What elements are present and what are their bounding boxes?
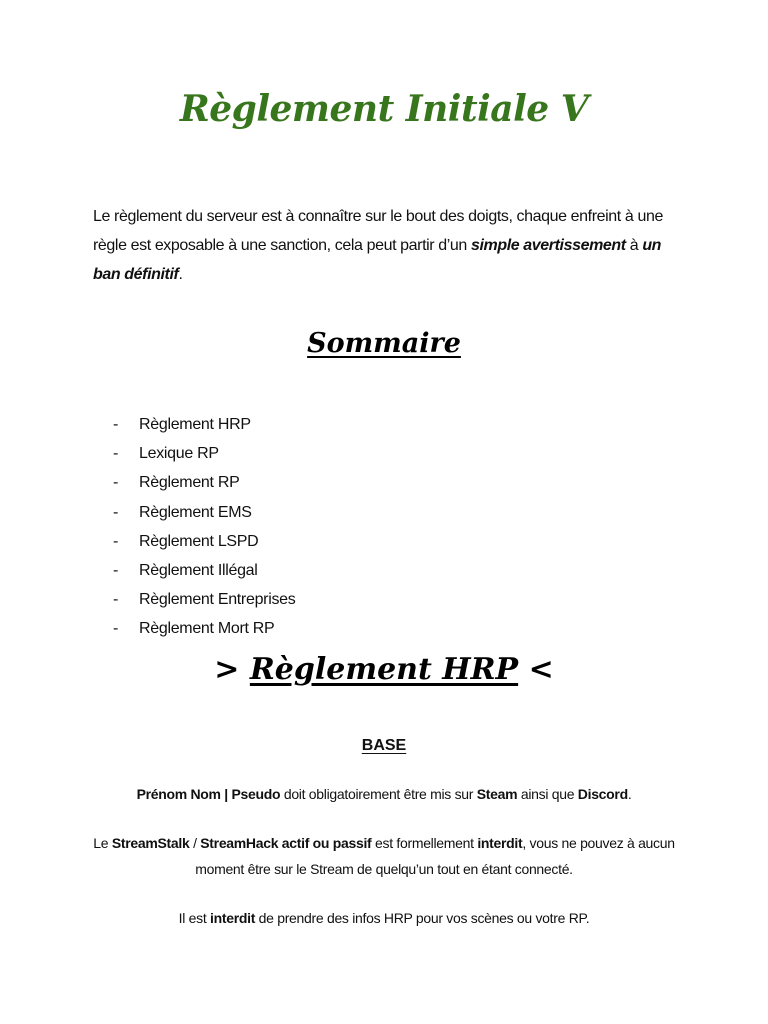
- toc-item: [113, 439, 295, 468]
- toc-item-label: Règlement Mort RP: [139, 620, 275, 638]
- close-marker: <: [528, 652, 554, 687]
- toc-item-label: Règlement EMS: [139, 503, 252, 521]
- hrp-heading-text: Règlement HRP: [249, 652, 519, 687]
- toc-item-label: Règlement HRP: [139, 416, 251, 433]
- toc-bullet: -: [113, 620, 119, 638]
- sommaire-heading-text: Sommaire: [307, 328, 461, 359]
- rule-text: doit obligatoirement être mis sur: [280, 786, 477, 802]
- toc-item: [113, 585, 295, 614]
- toc-bullet: -: [113, 591, 119, 609]
- toc-item: [113, 468, 295, 497]
- rule-text: de prendre des infos HRP pour vos scènes ou votre RP.: [255, 910, 590, 926]
- intro-emphasis-warning: simple avertissement: [470, 237, 626, 254]
- toc-bullet: -: [113, 416, 119, 433]
- toc-item-label: Règlement Entreprises: [139, 591, 296, 609]
- rule-streamstalk: [80, 830, 688, 882]
- intro-text-3: .: [178, 266, 183, 283]
- intro-text-2: à: [625, 237, 643, 254]
- rule-hrp-info: [80, 905, 688, 931]
- toc-bullet: -: [113, 532, 119, 550]
- rule-bold: StreamStalk: [111, 835, 190, 851]
- toc-item-label: Lexique RP: [139, 445, 219, 463]
- rule-bold: StreamHack actif ou passif: [200, 835, 372, 851]
- toc-bullet: -: [113, 503, 119, 521]
- toc-item-label: Règlement LSPD: [139, 532, 259, 550]
- sommaire-heading: [0, 328, 768, 359]
- rule-text: , vous ne pouvez à aucun moment être sur le Stream de quelqu’un tout en étant connecté.: [195, 835, 675, 877]
- document-title: Règlement Initiale V: [179, 88, 589, 130]
- rule-text: ainsi que: [517, 786, 578, 802]
- toc-item-label: Règlement Illégal: [139, 561, 258, 579]
- rule-bold: interdit: [210, 910, 256, 926]
- rule-identity: [80, 781, 688, 807]
- base-heading: BASE: [361, 737, 407, 754]
- hrp-section-heading: [0, 652, 768, 687]
- toc-item: [113, 410, 295, 439]
- toc-item-label: Règlement RP: [139, 474, 240, 492]
- toc-bullet: -: [113, 561, 119, 579]
- rule-text: .: [627, 786, 632, 802]
- toc-item: [113, 498, 295, 527]
- toc-item: [113, 527, 295, 556]
- rule-bold: Prénom Nom | Pseudo: [136, 786, 281, 802]
- open-marker: >: [214, 652, 240, 687]
- intro-text-1: Le règlement du serveur est à connaître sur le bout des doigts, chaque enfreint à une règle est exposable à une sanction, cela peut partir d’un: [93, 208, 663, 254]
- rule-text: /: [189, 835, 201, 851]
- rule-text: est formellement: [371, 835, 478, 851]
- rule-bold: Discord: [577, 786, 628, 802]
- intro-emphasis-ban: un ban définitif: [93, 237, 662, 283]
- toc-bullet: -: [113, 445, 119, 463]
- toc-item: [113, 614, 295, 643]
- rule-text: Le: [93, 835, 112, 851]
- rule-bold: Steam: [476, 786, 518, 802]
- rule-text: Il est: [178, 910, 211, 926]
- toc-bullet: -: [113, 474, 119, 492]
- toc-item: [113, 556, 295, 585]
- rule-bold: interdit: [477, 835, 523, 851]
- intro-paragraph: [93, 202, 673, 289]
- table-of-contents: [113, 410, 295, 644]
